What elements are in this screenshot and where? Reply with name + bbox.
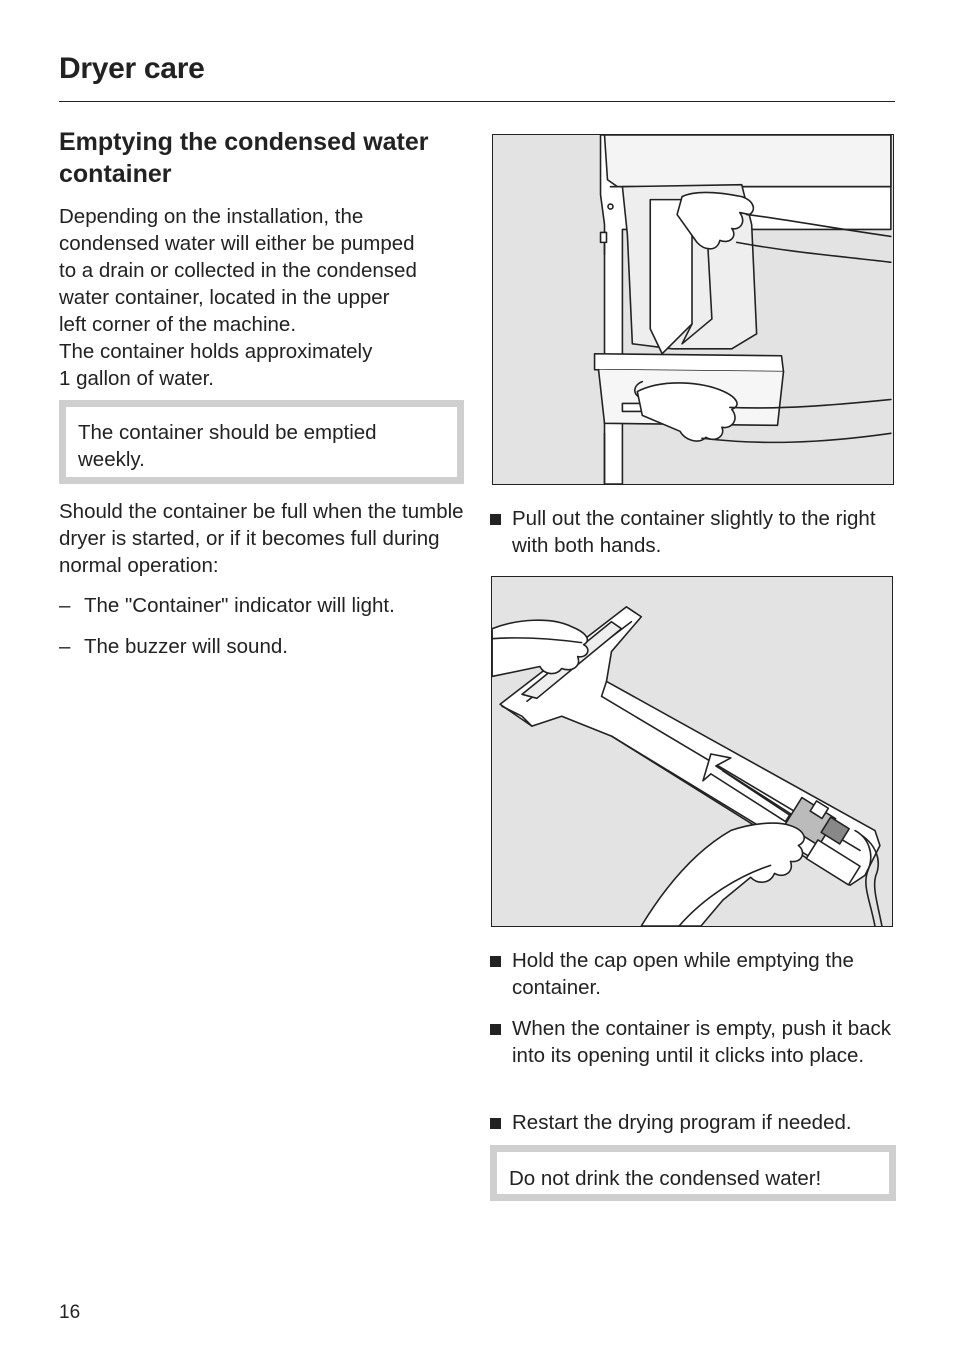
square-bullet-icon (490, 514, 501, 525)
intro-line: left corner of the machine. (59, 313, 297, 336)
square-bullet-icon (490, 1024, 501, 1035)
intro-line: water container, located in the upper (59, 286, 390, 309)
square-bullet-icon (490, 1118, 501, 1129)
subsection-heading: Emptying the condensed water container (59, 128, 429, 188)
intro-line: Depending on the installation, the (59, 205, 364, 228)
warning-note-text: Do not drink the condensed water! (509, 1167, 822, 1190)
emptying-illustration (491, 576, 893, 927)
dash-marker: – (59, 635, 71, 658)
pull-out-drawing (493, 135, 893, 484)
weekly-note-box (59, 400, 464, 484)
step-text: When the container is empty, push it back into its opening until it clicks into place. (512, 1017, 892, 1067)
intro-line: 1 gallon of water. (59, 367, 214, 390)
intro-line: The container holds approximately (59, 340, 373, 363)
warning-note-box (490, 1145, 896, 1201)
square-bullet-icon (490, 956, 501, 967)
list-item-text: The "Container" indicator will light. (84, 594, 395, 617)
intro-line: condensed water will either be pumped (59, 232, 415, 255)
weekly-note-text: The container should be emptied weekly. (78, 421, 377, 471)
pull-out-illustration (492, 134, 894, 485)
intro-paragraph (59, 203, 469, 392)
emptying-drawing (492, 577, 892, 926)
dash-marker: – (59, 594, 71, 617)
full-container-paragraph: Should the container be full when the tumble dryer is started, or if it becomes full during normal operation: (59, 500, 464, 577)
step-text: Restart the drying program if needed. (512, 1111, 852, 1134)
page-number: 16 (59, 1302, 81, 1323)
step-text: Pull out the container slightly to the right with both hands. (512, 507, 876, 557)
intro-line: to a drain or collected in the condensed (59, 259, 417, 282)
list-item-text: The buzzer will sound. (84, 635, 288, 658)
step-text: Hold the cap open while emptying the container. (512, 949, 854, 999)
header-rule (59, 101, 895, 102)
section-title: Dryer care (59, 52, 205, 85)
